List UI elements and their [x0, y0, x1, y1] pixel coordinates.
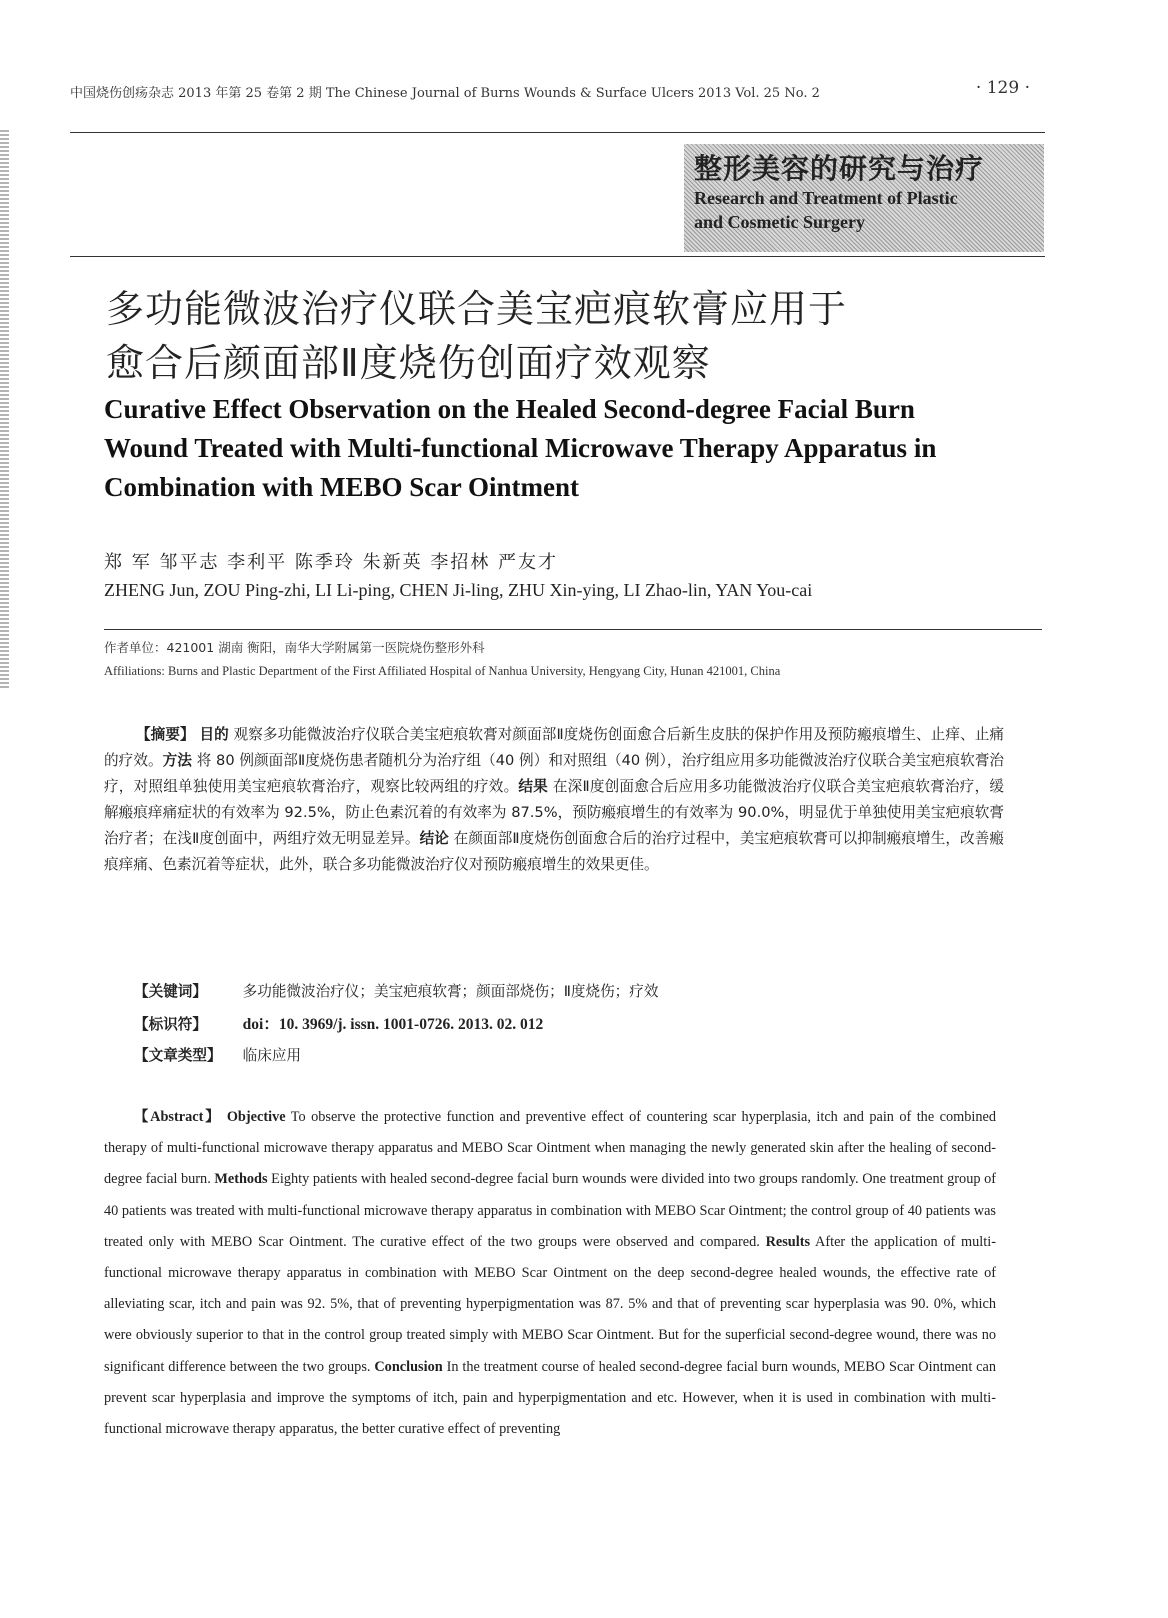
keywords-value: 多功能微波治疗仪；美宝疤痕软膏；颜面部烧伤；Ⅱ度烧伤；疗效: [242, 983, 659, 1000]
authors-cn: 郑 军 邹平志 李利平 陈季玲 朱新英 李招林 严友才: [104, 552, 559, 573]
page-number: · 129 ·: [975, 78, 1030, 98]
scan-edge-artifact: [0, 130, 9, 690]
doi-label: 【标识符】: [134, 1016, 207, 1033]
conclusion-cn-label: 结论: [419, 830, 449, 847]
results-cn-text: 在深Ⅱ度创面愈合后应用多功能微波治疗仪联合美宝疤痕软膏治疗，缓解瘢痕痒痛症状的有效率为 92.5%，防止色素沉着的有效率为 87.5%，预防瘢痕增生的有效率为 90.0%，明显优于单独使用美宝疤痕软膏治疗者；在浅Ⅱ度创面中，两组疗效无明显差异。: [104, 778, 1004, 847]
conclusion-cn-text: 在颜面部Ⅱ度烧伤创面愈合后的治疗过程中，美宝疤痕软膏可以抑制瘢痕增生，改善瘢痕痒痛、色素沉着等症状，此外，联合多功能微波治疗仪对预防瘢痕增生的效果更佳。: [104, 830, 1005, 873]
objective-en-label: Objective: [226, 1109, 286, 1125]
article-type-line: [134, 1044, 1004, 1065]
results-en-text: After the application of multi-functional microwave therapy apparatus in combination with MEBO Scar Ointment on the deep second-degree healed wounds, the effective rate of alleviating scar, itch and pain was 92. 5%, that of preventing hyperpigmentation was 87. 5% and that of preventing scar hyperplasia was 90. 0%, which were obviously superior to that in the control group treated simply with MEBO Scar Ointment. But for the superficial second-degree wound, there was no significant difference between the two groups.: [104, 1233, 996, 1375]
authors-en: ZHENG Jun, ZOU Ping-zhi, LI Li-ping, CHEN Ji-ling, ZHU Xin-ying, LI Zhao-lin, YAN You-cai: [104, 580, 813, 600]
conclusion-en-label: Conclusion: [374, 1358, 443, 1375]
methods-cn-text: 将 80 例颜面部Ⅱ度烧伤患者随机分为治疗组（40 例）和对照组（40 例），治疗组应用多功能微波治疗仪联合美宝疤痕软膏治疗，对照组单独使用美宝疤痕软膏治疗，观察比较两组的疗效。: [104, 752, 1004, 795]
running-head: [70, 80, 1030, 102]
article-type-label: 【文章类型】: [134, 1047, 222, 1064]
methods-en-text: Eighty patients with healed second-degree facial burn wounds were divided into two groups randomly. One treatment group of 40 patients was treated with multi-functional microwave therapy apparatus in combination with MEBO Scar Ointment; the control group of 40 patients was treated only with MEBO Scar Ointment. The curative effect of the two groups were observed and compared.: [104, 1171, 996, 1250]
objective-cn-label: 目的: [199, 726, 229, 743]
doi-value: doi：10. 3969/j. issn. 1001-0726. 2013. 02. 012: [242, 1016, 544, 1033]
header-rule: [70, 132, 1045, 133]
banner-rule: [70, 256, 1045, 257]
section-banner: [684, 144, 1044, 252]
results-cn-label: 结果: [518, 778, 548, 795]
methods-cn-label: 方法: [162, 752, 192, 769]
results-en-label: Results: [765, 1233, 811, 1250]
abstract-en: [104, 1102, 996, 1445]
article-title-cn: [106, 282, 1006, 390]
conclusion-en-text: In the treatment course of healed second-degree facial burn wounds, MEBO Scar Ointment can prevent scar hyperplasia and improve the symptoms of itch, pain and hyperpigmentation and etc. However, when it is used in combination with multi-functional microwave therapy apparatus, the better curative effect of preventing: [104, 1358, 997, 1438]
abstract-en-label: 【Abstract】: [134, 1109, 222, 1125]
journal-citation: 中国烧伤创疡杂志 2013 年第 25 卷第 2 期 The Chinese Journal of Burns Wounds & Surface Ulcers 2013 Vol. 25 No. 2: [70, 86, 820, 101]
doi-line: [134, 1012, 1004, 1034]
title-cn-line1: 多功能微波治疗仪联合美宝疤痕软膏应用于: [106, 287, 848, 331]
methods-en-label: Methods: [214, 1171, 268, 1188]
section-title-en-line2: and Cosmetic Surgery: [694, 212, 865, 232]
affiliation-cn: 作者单位：421001 湖南 衡阳，南华大学附属第一医院烧伤整形外科: [104, 640, 485, 655]
abstract-cn: [104, 722, 1004, 878]
article-type-value: 临床应用: [242, 1047, 302, 1064]
article-title-en: Curative Effect Observation on the Healed Second-degree Facial Burn Wound Treated with Multi-functional Microwave Therapy Apparatus in Combination with MEBO Scar Ointment: [104, 394, 937, 502]
section-title-cn: 整形美容的研究与治疗: [694, 152, 985, 185]
objective-cn-text: 观察多功能微波治疗仪联合美宝疤痕软膏对颜面部Ⅱ度烧伤创面愈合后新生皮肤的保护作用及预防瘢痕增生、止痒、止痛的疗效。: [104, 726, 1004, 769]
objective-en-text: To observe the protective function and preventive effect of countering scar hyperplasia, itch and pain of the combined therapy of multi-functional microwave therapy apparatus and MEBO Scar Ointment when managing the newly generated skin after the healing of second-degree facial burn.: [104, 1109, 996, 1188]
affiliation-en: Affiliations: Burns and Plastic Department of the First Affiliated Hospital of Nanhua University, Hengyang City, Hunan 421001, China: [104, 664, 781, 678]
keywords-line: [134, 980, 1004, 1001]
abstract-cn-label: 【摘要】: [136, 726, 195, 743]
title-cn-line2: 愈合后颜面部Ⅱ度烧伤创面疗效观察: [106, 341, 711, 385]
authors-rule: [104, 629, 1042, 630]
section-title-en-line1: Research and Treatment of Plastic: [694, 188, 958, 208]
keywords-label: 【关键词】: [134, 983, 207, 1000]
